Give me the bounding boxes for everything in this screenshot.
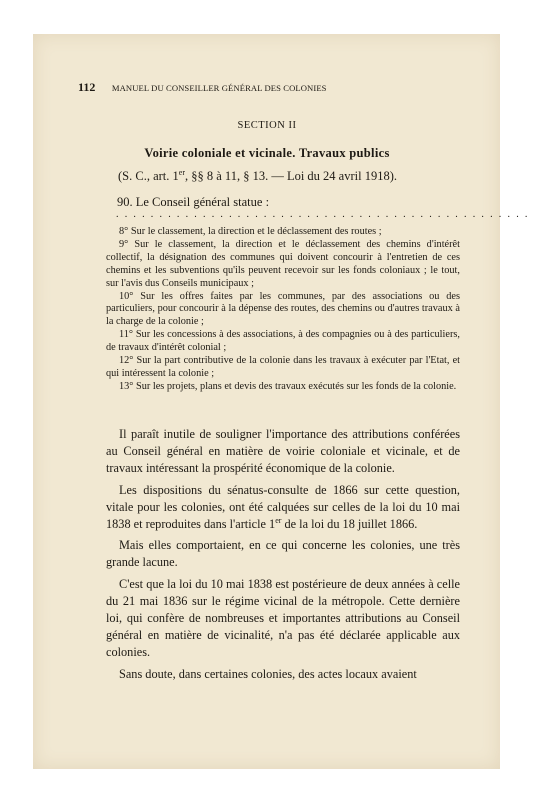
body-paragraph: Mais elles comportaient, en ce qui concerne les colonies, une très grande lacune. bbox=[106, 538, 460, 570]
commentary-body bbox=[106, 426, 460, 687]
refs-text-after: , §§ 8 à 11, § 13. — Loi du 24 avril 1918). bbox=[184, 169, 397, 184]
article-item: 11° Sur les concessions à des associations, à des compagnies ou à des particuliers, de travaux d'intérêt colonial ; bbox=[106, 329, 460, 354]
running-title: MANUEL DU CONSEILLER GÉNÉRAL DES COLONIES bbox=[111, 83, 327, 93]
refs-text-before: (S. C., art. 1 bbox=[118, 169, 179, 184]
section-title: Voirie coloniale et vicinale. Travaux publics bbox=[144, 146, 390, 160]
page-number: 112 bbox=[78, 80, 96, 94]
body-text-after: de la loi du 18 juillet 1866. bbox=[281, 517, 418, 532]
ellipsis-line: ................................................ bbox=[116, 209, 534, 220]
section-heading: SECTION II bbox=[237, 120, 297, 131]
article-item: 9° Sur le classement, la direction et le déclassement des chemins d'intérêt collectif, la désignation des communes qui doivent concourir à l'entretien de ces chemins et les subventions qu'ils peuvent recevoir sur les fonds coloniaux ; le tout, sur l'avis dus Conseils municipaux ; bbox=[106, 238, 460, 289]
body-paragraph: Sans doute, dans certaines colonies, des actes locaux avaient bbox=[119, 666, 417, 681]
page-header bbox=[78, 80, 438, 95]
article-list bbox=[106, 226, 460, 394]
body-paragraph: Il paraît inutile de souligner l'importance des attributions conférées au Conseil général en matière de voirie coloniale et vicinale, et de travaux intéressant la prospérité économique de la colonie. bbox=[106, 427, 460, 476]
article-item: 13° Sur les projets, plans et devis des travaux exécutés sur les fonds de la colonie. bbox=[119, 380, 457, 392]
body-superscript: er bbox=[275, 515, 282, 525]
article-item: 10° Sur les offres faites par les communes, par des associations ou des particuliers, pour concourir à la dépense des routes, des chemins ou d'autres travaux à la charge de la colonie ; bbox=[106, 290, 460, 328]
article-item: 12° Sur la part contributive de la colonie dans les travaux à exécuter par l'Etat, et qui intéressent la colonie ; bbox=[106, 355, 460, 379]
legal-references bbox=[118, 168, 397, 184]
body-paragraph: C'est que la loi du 10 mai 1838 est postérieure de deux années à celle du 21 mai 1836 sur le régime vicinal de la métropole. Cette dernière loi, qui confère de nombreuses et importantes attributions au Conseil général en matière de vicinalité, n'a pas été déclarée applicable aux colonies. bbox=[106, 576, 460, 660]
article-item: 8° Sur le classement, la direction et le déclassement des routes ; bbox=[119, 226, 382, 237]
article-intro: 90. Le Conseil général statue : bbox=[117, 195, 270, 209]
body-paragraph bbox=[106, 482, 460, 534]
body-text-before: Les dispositions du sénatus-consulte de 1866 sur cette question, vitale pour les colonies, ont été calquées sur celles de la loi du 10 mai 1838 et reproduites dans l'article 1 bbox=[106, 482, 460, 532]
refs-superscript: er bbox=[178, 168, 185, 177]
